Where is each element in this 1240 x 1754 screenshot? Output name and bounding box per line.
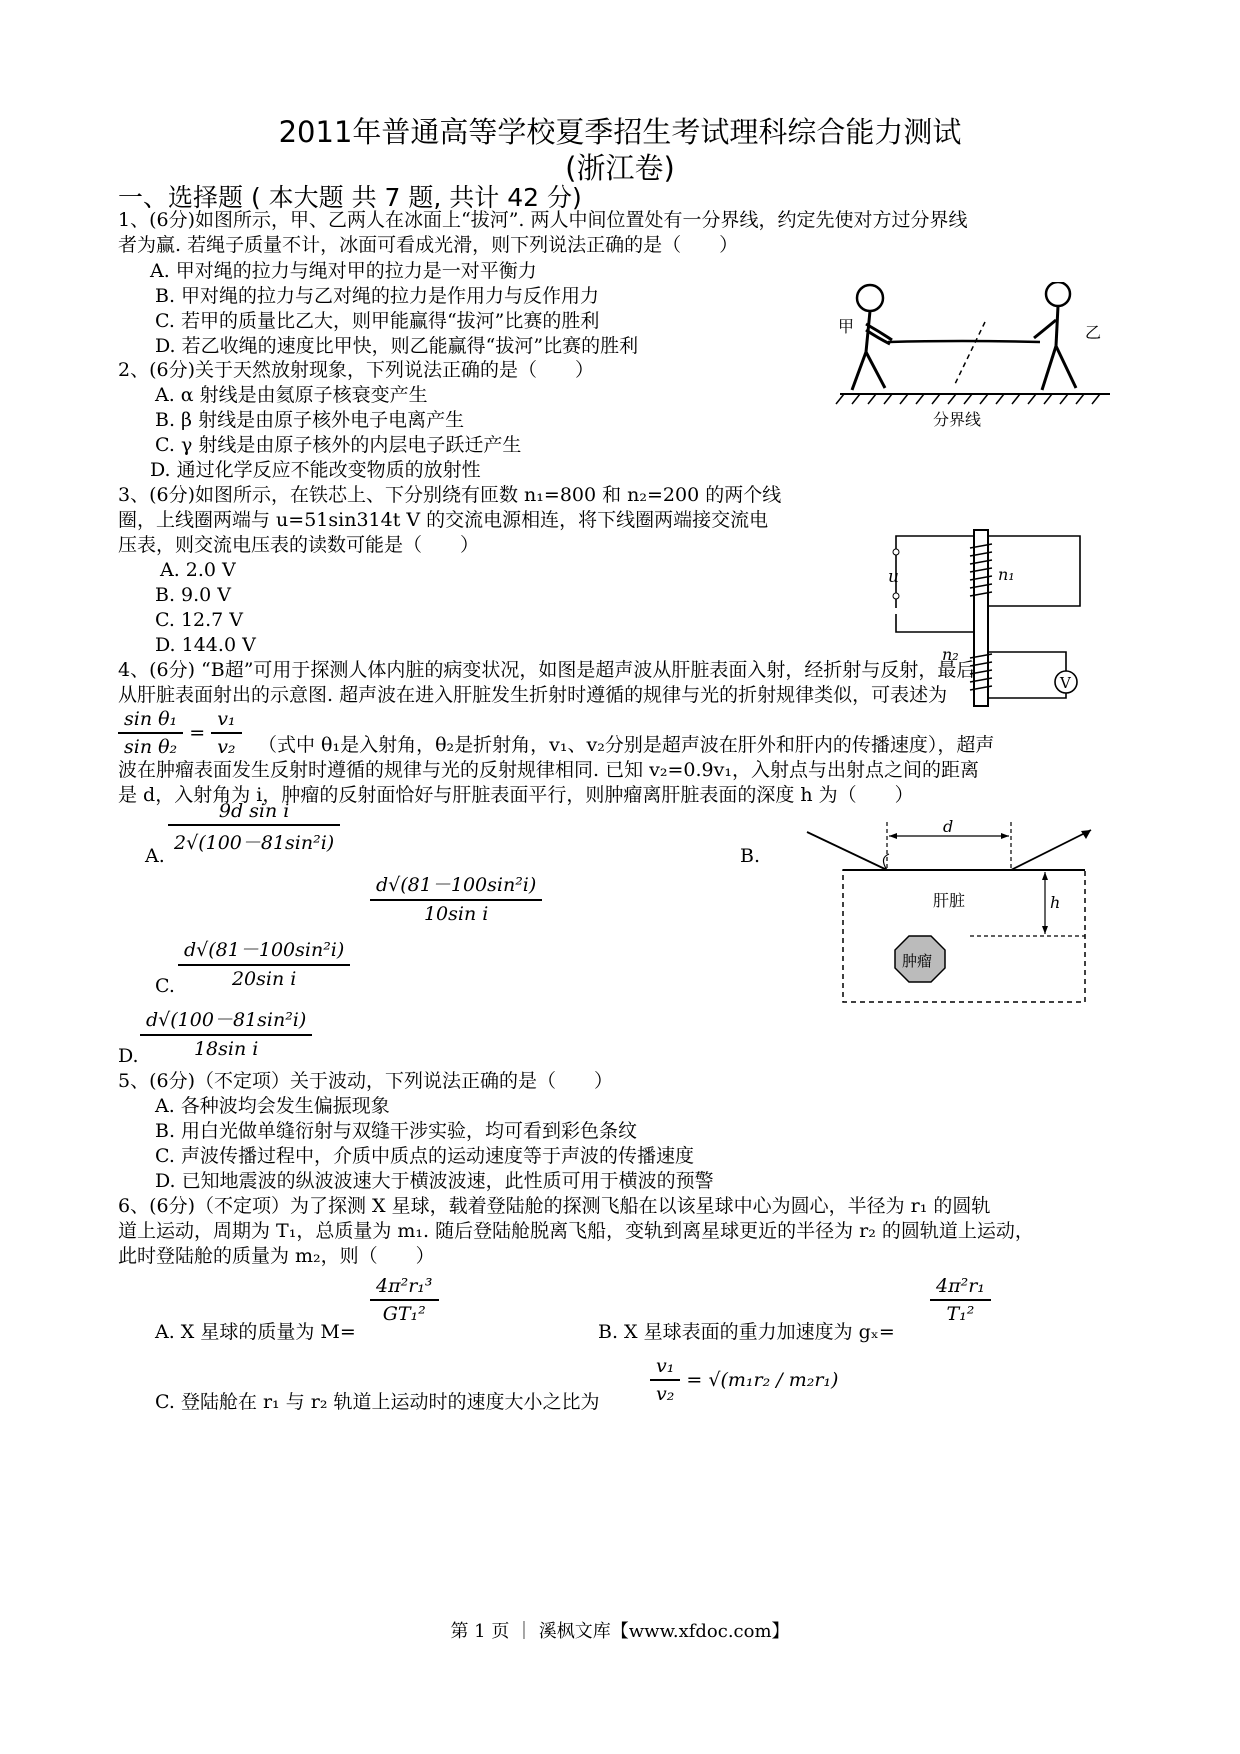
q4-stem-1: 4、(6分) “B超”可用于探测人体内脏的病变状况，如图是超声波从肝脏表面入射，经折射与反射，最后 — [118, 659, 976, 681]
q6-option-a: A. X 星球的质量为 M= — [155, 1321, 356, 1343]
q4-option-b-label: B. — [740, 845, 761, 867]
q1-option-d: D. 若乙收绳的速度比甲快，则乙能赢得“拔河”比赛的胜利 — [155, 335, 639, 357]
q1-stem-2: 者为赢. 若绳子质量不计，冰面可看成光滑，则下列说法正确的是（ ） — [118, 234, 739, 256]
q3-stem-1: 3、(6分)如图所示，在铁芯上、下分别绕有匝数 n₁=800 和 n₂=200 的两个线 — [118, 484, 782, 506]
q3-option-d: D. 144.0 V — [155, 634, 256, 656]
q1-option-c: C. 若甲的质量比乙大，则甲能赢得“拔河”比赛的胜利 — [155, 310, 600, 332]
q2-stem: 2、(6分)关于天然放射现象，下列说法正确的是（ ） — [118, 359, 595, 381]
q2-option-d: D. 通过化学反应不能改变物质的放射性 — [150, 459, 481, 481]
q6-option-a-formula: $\frac{\text{4π²r₁³}}{\text{GT₁²}}$ — [370, 1275, 439, 1325]
label-boundary: 分界线 — [933, 410, 982, 429]
incident-ray — [807, 832, 887, 870]
q1-option-b: B. 甲对绳的拉力与乙对绳的拉力是作用力与反作用力 — [155, 285, 600, 307]
q1-stem-1: 1、(6分)如图所示，甲、乙两人在冰面上“拔河”. 两人中间位置处有一分界线，约定先使对方过分界线 — [118, 209, 968, 231]
q4-stem-5: 是 d，入射角为 i，肿瘤的反射面恰好与肝脏表面平行，则肿瘤离肝脏表面的深度 h 为（ ） — [118, 784, 914, 806]
q5-option-c: C. 声波传播过程中，介质中质点的运动速度等于声波的传播速度 — [155, 1145, 694, 1167]
page-footer: 第 1 页 ｜ 溪枫文库【www.xfdoc.com】 — [450, 1621, 790, 1642]
rope — [888, 341, 1040, 342]
q1-option-a: A. 甲对绳的拉力与绳对甲的拉力是一对平衡力 — [150, 260, 537, 282]
person-jia-icon — [852, 285, 892, 390]
label-u: u — [888, 567, 899, 587]
label-jia: 甲 — [838, 317, 855, 336]
q3-option-a: A. 2.0 V — [160, 559, 236, 581]
formula-denominator: sin θ₂ — [124, 736, 178, 758]
page-title: 2011年普通高等学校夏季招生考试理科综合能力测试 — [278, 115, 962, 149]
q4-option-c: $\frac{\text{d√(81－100sin²i)}}{\text{20sin i}}$ — [178, 935, 350, 990]
formula-numerator: sin θ₁ — [118, 708, 183, 734]
q6-option-c: C. 登陆舱在 r₁ 与 r₂ 轨道上运动时的速度大小之比为 — [155, 1391, 600, 1413]
q3-option-b: B. 9.0 V — [155, 584, 232, 606]
q4-stem-3: （式中 θ₁是入射角，θ₂是折射角，v₁、v₂分别是超声波在肝外和肝内的传播速度），超声 — [258, 734, 995, 756]
page-subtitle: (浙江卷) — [565, 151, 675, 185]
exit-ray — [1011, 830, 1091, 870]
ultrasound-figure — [805, 818, 1095, 1008]
label-voltmeter: V — [1060, 674, 1071, 692]
q2-option-c: C. γ 射线是由原子核外的内层电子跃迁产生 — [155, 434, 522, 456]
label-d: d — [943, 818, 954, 836]
q4-option-d-label: D. — [118, 1045, 139, 1067]
q6-stem-3: 此时登陆舱的质量为 m₂，则（ ） — [118, 1245, 435, 1267]
q2-option-a: A. α 射线是由氦原子核衰变产生 — [155, 384, 428, 406]
q4-option-a: $\frac{\text{9d sin i}}{\text{2√(100－81sin²i)}}$ — [168, 800, 340, 855]
q4-stem-4: 波在肿瘤表面发生反射时遵循的规律与光的反射规律相同. 已知 v₂=0.9v₁，入射点与出射点之间的距离 — [118, 759, 979, 781]
q6-option-b: B. X 星球表面的重力加速度为 gₓ= — [598, 1321, 895, 1343]
q4-option-d: $\frac{\text{d√(100－81sin²i)}}{\text{18sin i}}$ — [140, 1005, 312, 1060]
q6-stem-2: 道上运动，周期为 T₁，总质量为 m₁. 随后登陆舱脱离飞船，变轨到离星球更近的半径为 r₂ 的圆轨道上运动， — [118, 1220, 1034, 1242]
q4-option-a-label: A. — [145, 845, 165, 867]
section-heading: 一、选择题 ( 本大题 共 7 题, 共计 42 分) — [118, 183, 582, 212]
q5-stem: 5、(6分)（不定项）关于波动，下列说法正确的是（ ） — [118, 1070, 614, 1092]
person-yi-icon — [1034, 282, 1076, 390]
q3-stem-2: 圈，上线圈两端与 u=51sin314t V 的交流电源相连，将下线圈两端接交流电 — [118, 509, 769, 531]
q3-stem-3: 压表，则交流电压表的读数可能是（ ） — [118, 534, 480, 556]
q5-option-d: D. 已知地震波的纵波波速大于横波波速，此性质可用于横波的预警 — [155, 1170, 714, 1192]
boundary-line — [955, 322, 985, 384]
q6-option-b-formula: $\frac{\text{4π²r₁}}{\text{T₁²}}$ — [930, 1275, 991, 1325]
q4-stem-2: 从肝脏表面射出的示意图. 超声波在进入肝脏发生折射时遵循的规律与光的折射规律类似，可表述为 — [118, 684, 948, 706]
tug-of-war-figure — [830, 282, 1120, 442]
formula-rhs-denominator: v₂ — [217, 736, 236, 758]
q4-option-b: $\frac{\text{d√(81－100sin²i)}}{\text{10sin i}}$ — [370, 870, 542, 925]
label-yi: 乙 — [1085, 323, 1102, 342]
formula-rhs-numerator: v₁ — [211, 708, 241, 734]
label-liver: 肝脏 — [933, 891, 966, 910]
q3-option-c: C. 12.7 V — [155, 609, 244, 631]
q2-option-b: B. β 射线是由原子核外电子电离产生 — [155, 409, 465, 431]
snell-formula: $\frac{\text{sin θ₁}}{\text{sin θ₂}}$ = $\frac{\text{v₁}}{\text{v₂}}$ — [118, 708, 242, 758]
label-n1: n₁ — [998, 565, 1015, 584]
q5-option-b: B. 用白光做单缝衍射与双缝干涉实验，均可看到彩色条纹 — [155, 1120, 638, 1142]
q5-option-a: A. 各种波均会发生偏振现象 — [155, 1095, 390, 1117]
label-n2: n₂ — [942, 645, 959, 664]
q6-stem-1: 6、(6分)（不定项）为了探测 X 星球，载着登陆舱的探测飞船在以该星球中心为圆心，半径为 r₁ 的圆轨 — [118, 1195, 991, 1217]
q6-option-c-formula: $\frac{\text{v₁}}{\text{v₂}}$ = √(m₁r₂ / m₂r₁) — [650, 1355, 838, 1405]
label-h: h — [1050, 893, 1061, 912]
label-tumor: 肿瘤 — [902, 952, 933, 970]
q4-option-c-label: C. — [155, 975, 175, 997]
